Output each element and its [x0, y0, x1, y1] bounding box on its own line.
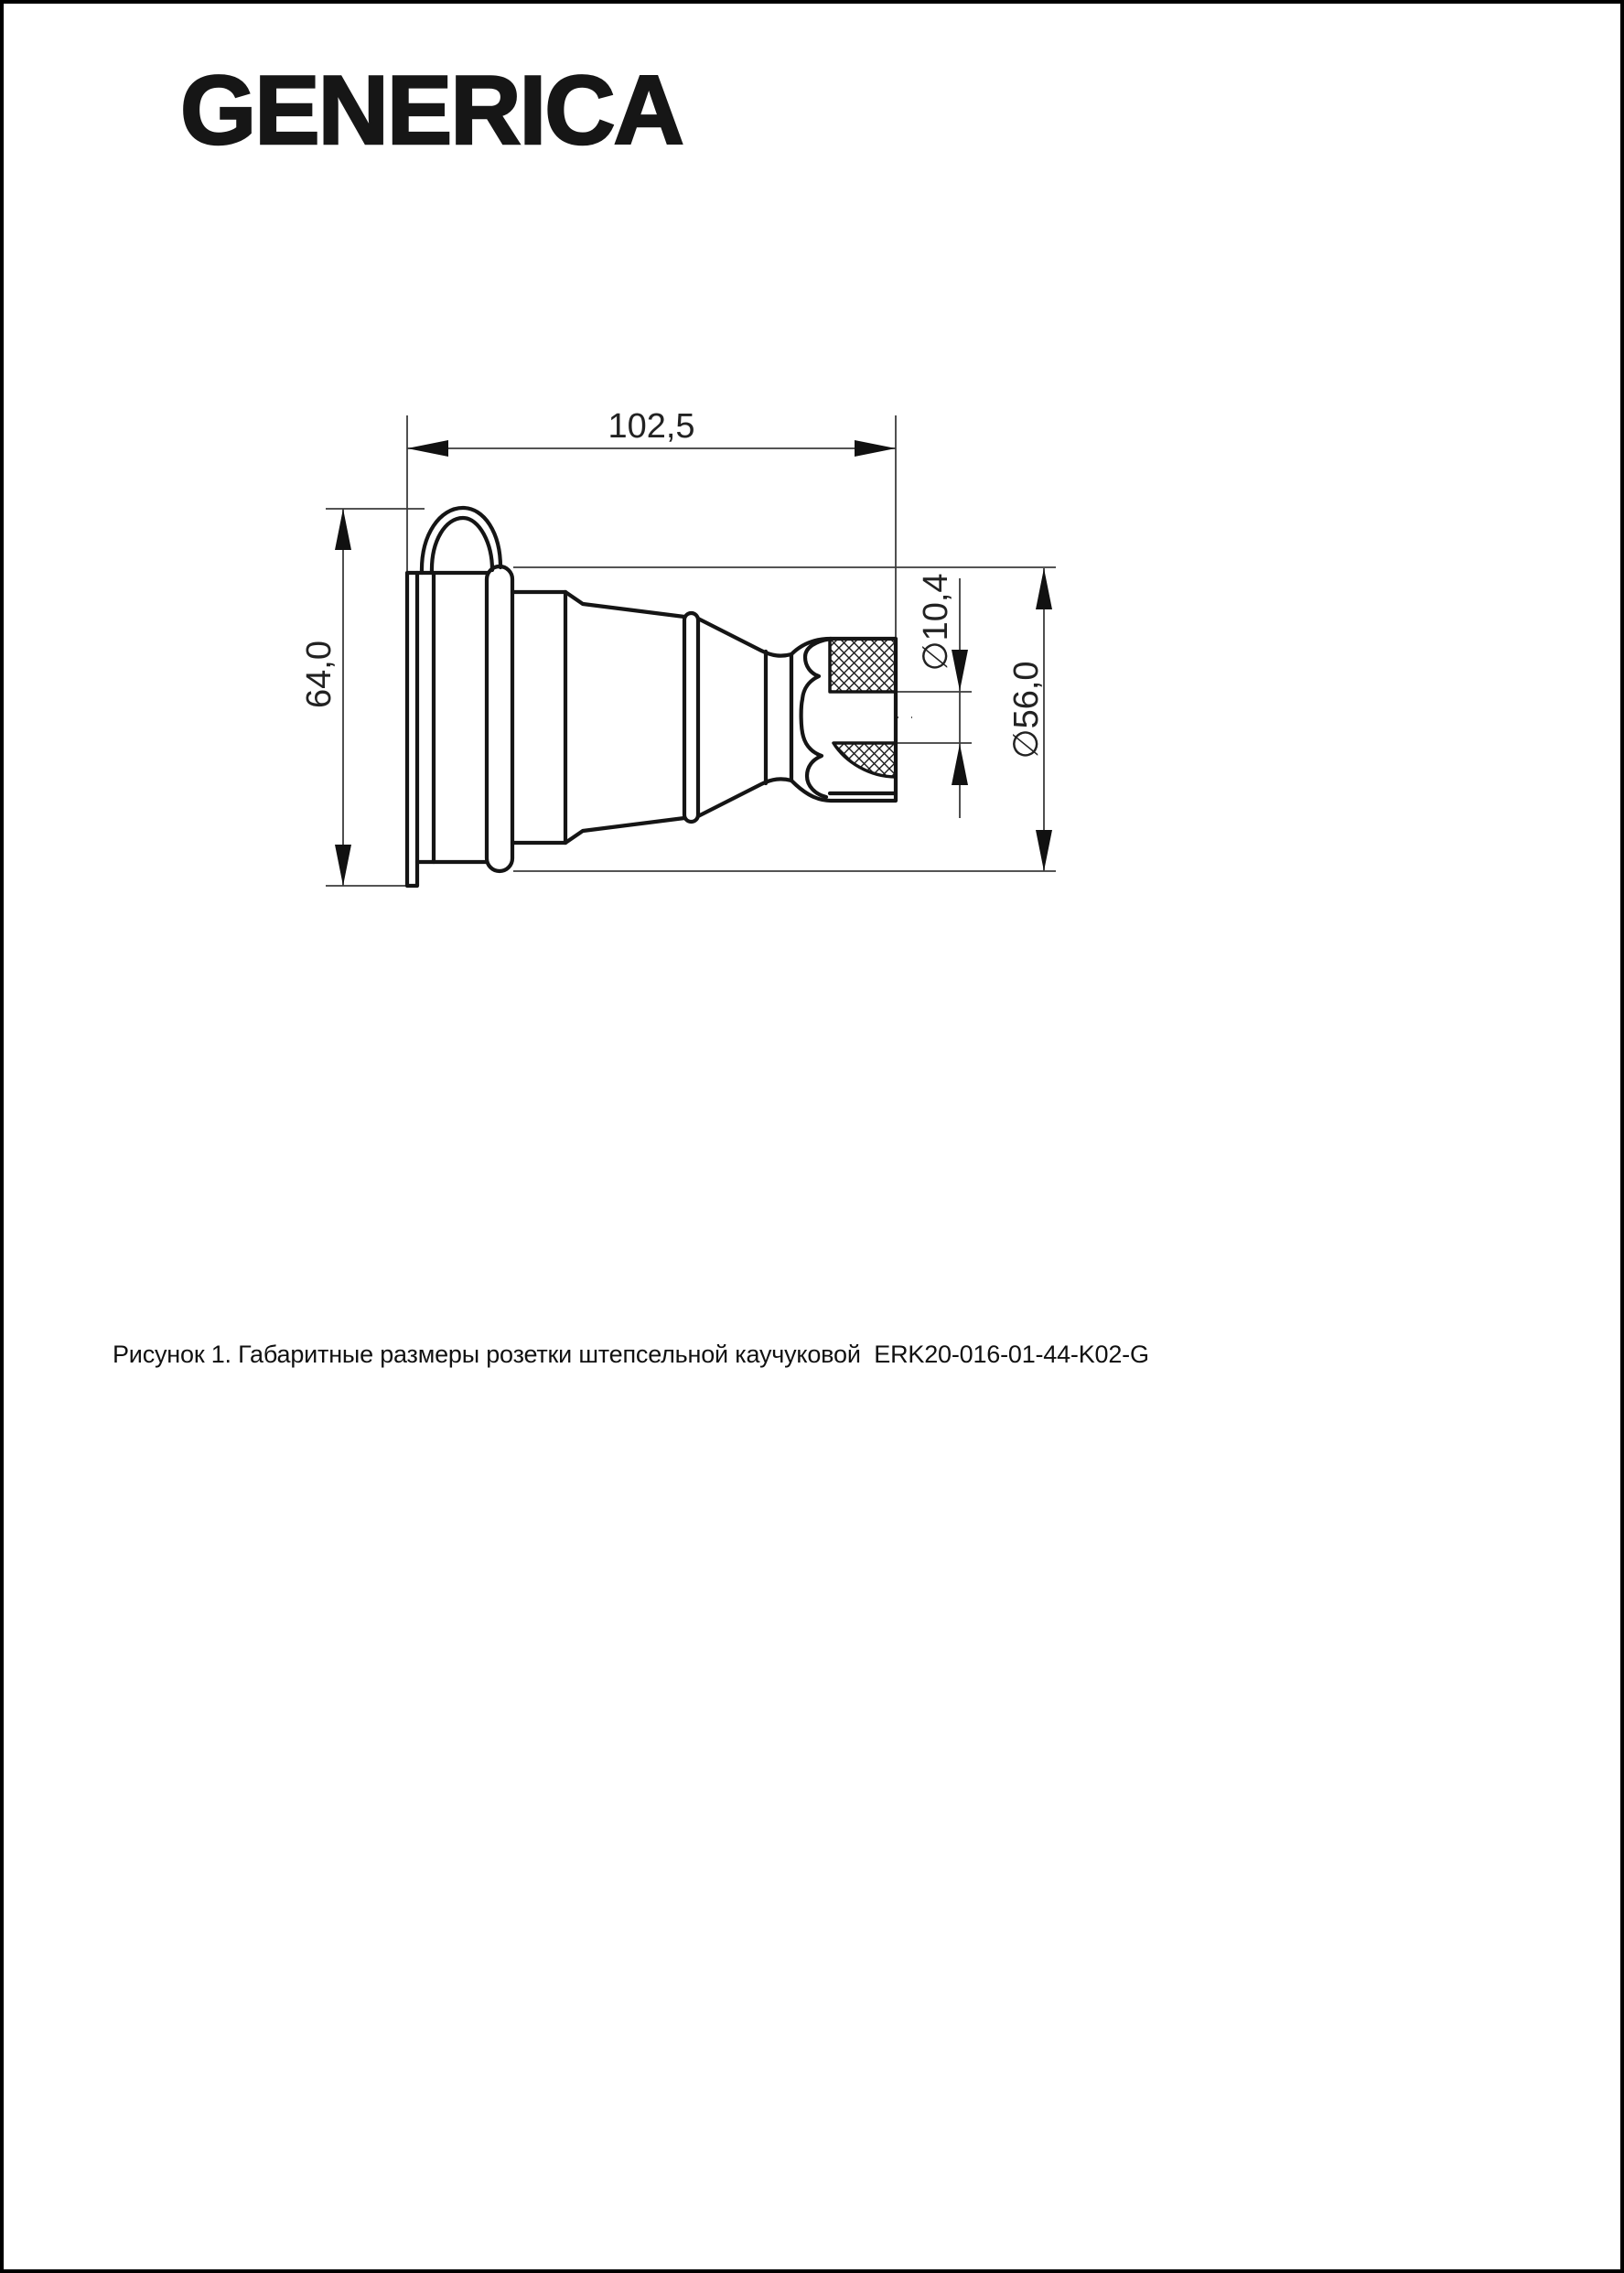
rib-ring	[684, 613, 698, 822]
dim-height-label: 64,0	[300, 641, 339, 708]
flange	[407, 573, 417, 886]
knurl-top	[830, 639, 896, 692]
dim-face-diameter-label: ∅56,0	[1007, 661, 1046, 759]
cap-loop-inner	[432, 518, 492, 573]
dim-cable-diameter-label: ∅10,4	[917, 573, 955, 672]
brand-logo: GENERICA	[180, 55, 683, 165]
figure-caption: Рисунок 1. Габаритные размеры розетки штепсельной каучуковой ERK20-016-01-44-K02-G	[113, 1341, 1149, 1368]
socket-outline	[407, 508, 896, 886]
face-ring	[487, 566, 512, 871]
technical-drawing	[4, 4, 1620, 2269]
dim-length-label: 102,5	[608, 407, 695, 446]
